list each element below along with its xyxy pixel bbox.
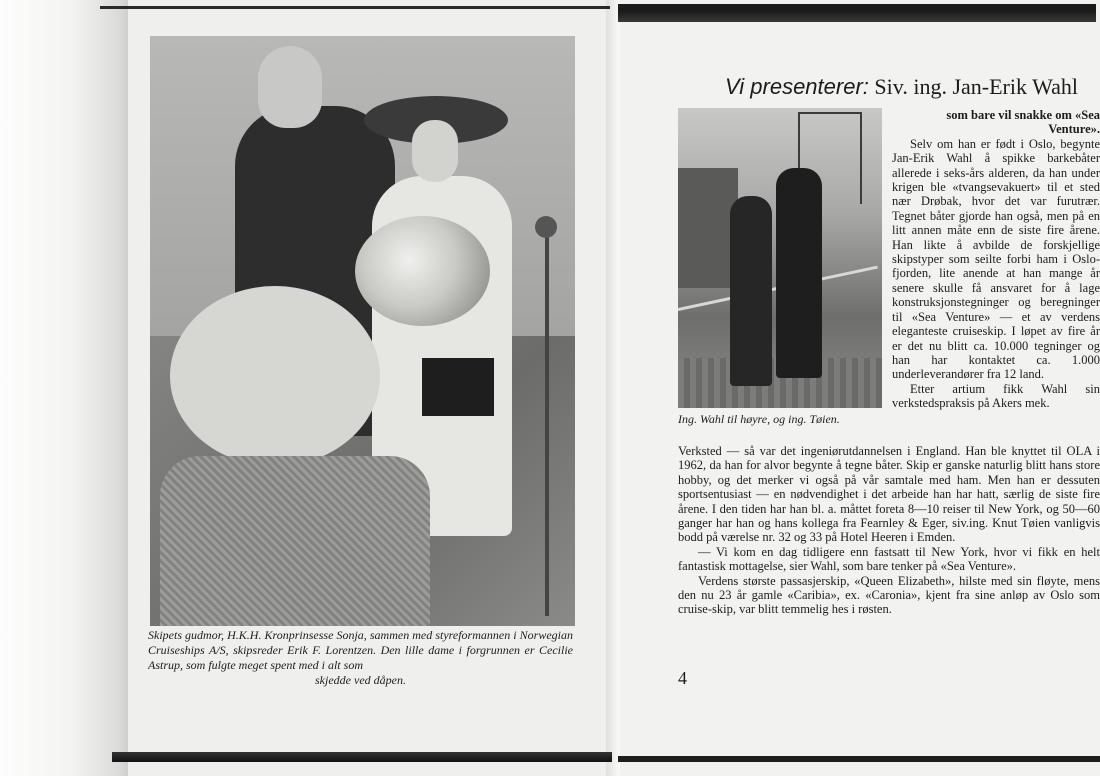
engineer-right [776,168,822,378]
page-number: 4 [678,668,687,688]
microphone-icon [535,216,557,238]
title-name: Siv. ing. Jan-Erik Wahl [874,74,1078,99]
bouquet [355,216,490,326]
column-paragraph: Etter artium fikk Wahl sin verkstedspraksis på Akers mek. [892,381,1100,411]
engineer-left [730,196,772,386]
article-body [678,444,1100,617]
engineers-photo [678,108,882,408]
body-paragraph: Verksted — så var det ingeniørutdannelsen i England. Han ble knyttet til OLA i 1962, da han for alvor begynte å tegne båter. Skip er ganske naturlig blitt hans store hobby, og det merker vi også på vår samtale med ham. Men han er dessuten sportsentusiast — en nødvendighet i det arbeide han har hatt, særlig de siste fire årene. I den tiden har han bl. a. måttet foreta 8—10 reiser til New York, og 50—60 ganger har han og hans kollega fra Fearnley & Eger, siv.ing. Knut Tøien vanligvis bodd på værelse nr. 32 og 33 på Hotel Heeren i Emden. [678,444,1100,545]
microphone-stand [545,226,549,616]
small-photo-caption: Ing. Wahl til høyre, og ing. Tøien. [678,412,840,426]
main-photo-caption [148,628,573,688]
top-rule-left [100,6,610,9]
article-column [892,108,1100,411]
caption-line: Skipets gudmor, H.K.H. Kronprinsesse Sonja, sammen med styreformannen [148,628,511,642]
bottom-rule-left [112,752,612,762]
man-head [258,46,322,128]
top-rule-right [618,4,1096,22]
shipyard-building [678,168,738,288]
caption-line: skjedde ved dåpen. [315,673,406,687]
woman-face [412,120,458,182]
christening-photo [150,36,575,626]
caption-line: i Norwegian Cruiseships A/S, skipsreder Erik F. Lorentzen. Den lille [148,628,573,657]
girl-figure [160,456,430,626]
column-paragraph: som bare vil snakke om «Sea Venture». [946,108,1100,137]
handbag [422,358,494,416]
body-paragraph: Verdens største passasjerskip, «Queen Elizabeth», hilste med sin fløyte, mens den nu 23 år gamle «Caribia», ex. «Caronia», kjent fra sine anløp av Oslo som cruise-skip, var blitt temmelig hes i røsten. [678,573,1100,617]
title-lead: Vi presenterer: [725,74,869,99]
body-paragraph: — Vi kom en dag tidligere enn fastsatt til New York, hvor vi fikk en helt fantastisk mottagelse, sier Wahl, som bare tenker på «Sea Venture». [678,544,1100,574]
girl-hair [170,286,380,466]
page-gutter [606,0,620,776]
article-title [725,74,1095,100]
bottom-rule-right [618,756,1100,762]
scan-edge-shadow [0,0,128,776]
caption-line: dame i forgrunnen er Cecilie Astrup, som fulgte meget spent med i alt som [148,643,573,672]
column-paragraph: Selv om han er født i Oslo, begynte Jan-Erik Wahl å spikke barkebåter allerede i seks-års alderen, da han under krigen ble «tvangsevakuert» til et sted nær Drøbak, hvor det var furutrær. Tegnet båter gjorde han også, men på en litt annen måte enn de siste fire årene. Han likte å avbilde de forskjellige skipstyper som seilte forbi ham i Oslo-fjorden, lite anende at han mange år senere skulle få ansvaret for å lage konstruksjonstegninger og beregninger til «Sea Venture» — et av verdens eleganteste cruiseskip. I løpet av fire år er det nu blitt ca. 10.000 tegninger og han har kontaktet ca. 1.000 underleverandører fra 12 land. [892,136,1100,382]
